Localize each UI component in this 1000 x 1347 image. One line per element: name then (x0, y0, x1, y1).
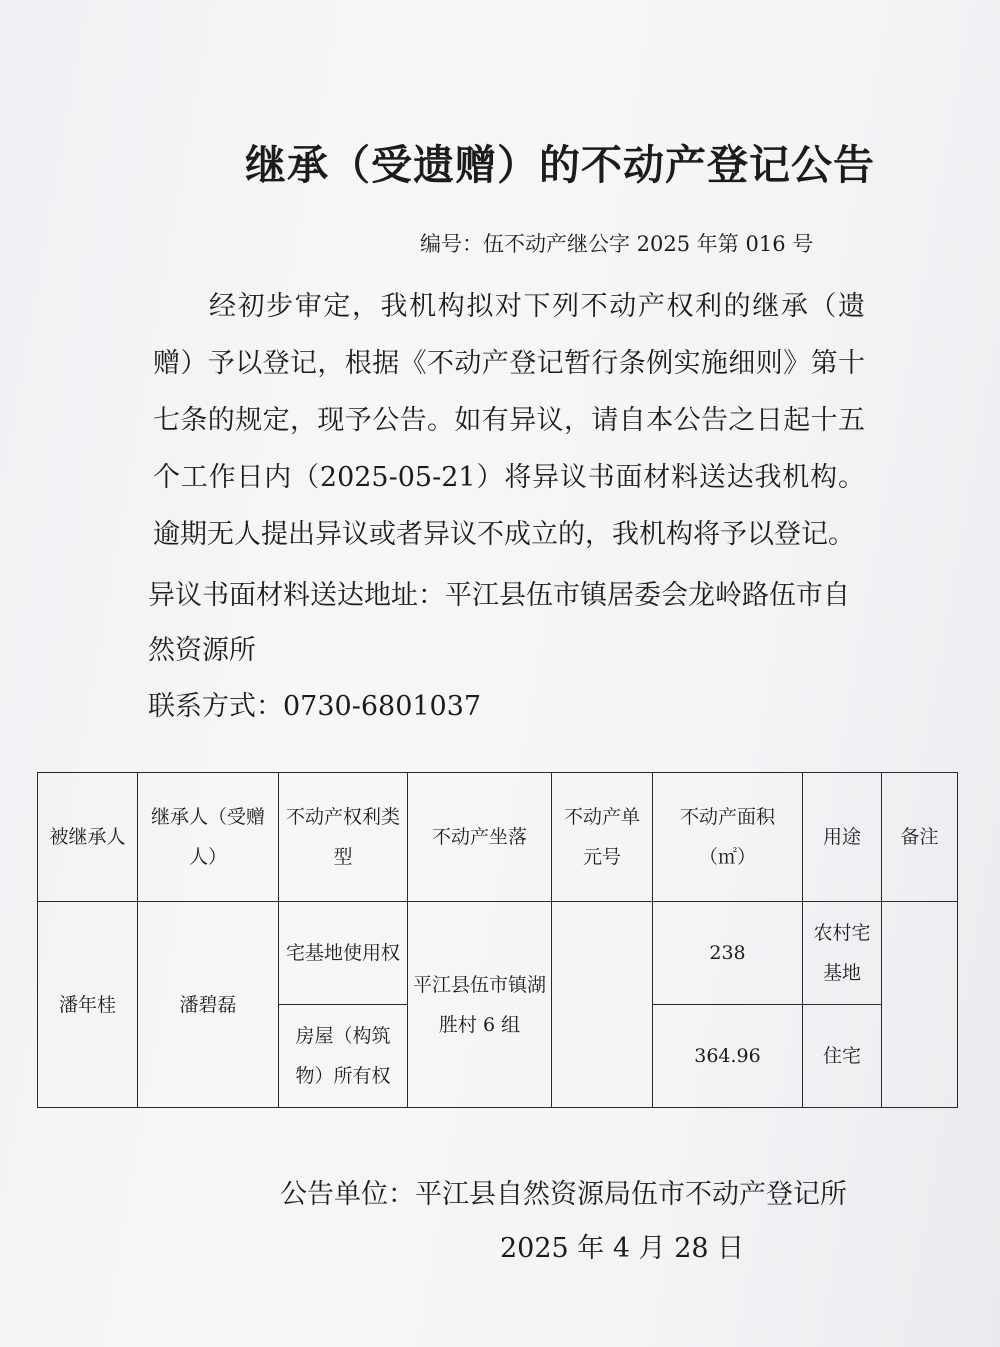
area-cell: 364.96 (653, 1005, 803, 1108)
notice-body: 经初步审定，我机构拟对下列不动产权利的继承（遗赠）予以登记，根据《不动产登记暂行条例实施细则》第十七条的规定，现予公告。如有异议，请自本公告之日起十五个工作日内（2025-05-21）将异议书面材料送达我机构。逾期无人提出异议或者异议不成立的，我机构将予以登记。 (153, 291, 865, 550)
document-number: 编号：伍不动产继公字 2025 年第 016 号 (420, 232, 814, 256)
use-cell: 住宅 (803, 1005, 882, 1108)
contact-info: 联系方式：0730-6801037 (148, 691, 482, 722)
header-unit-no: 不动产单元号 (552, 773, 653, 902)
table-row (38, 902, 958, 1005)
header-right-type: 不动产权利类型 (279, 773, 408, 902)
remark-cell (882, 902, 958, 1108)
page-title: 继承（受遗赠）的不动产登记公告 (245, 141, 875, 189)
issue-date: 2025 年 4 月 28 日 (500, 1233, 745, 1264)
header-remark: 备注 (882, 773, 958, 902)
header-use: 用途 (803, 773, 882, 902)
use-cell: 农村宅基地 (803, 902, 882, 1005)
location-cell: 平江县伍市镇湖胜村 6 组 (408, 902, 552, 1108)
table-header-row (38, 773, 958, 902)
area-cell: 238 (653, 902, 803, 1005)
right-type-cell: 宅基地使用权 (279, 902, 408, 1005)
header-decedent: 被继承人 (38, 773, 138, 902)
right-type-cell: 房屋（构筑物）所有权 (279, 1005, 408, 1108)
issuer: 公告单位：平江县自然资源局伍市不动产登记所 (280, 1179, 847, 1210)
registration-table (37, 772, 958, 1108)
objection-address: 异议书面材料送达地址：平江县伍市镇居委会龙岭路伍市自然资源所 (148, 580, 850, 666)
header-heir: 继承人（受赠人） (138, 773, 279, 902)
decedent-cell: 潘年桂 (38, 902, 138, 1108)
header-location: 不动产坐落 (408, 773, 552, 902)
header-area: 不动产面积（㎡） (653, 773, 803, 902)
heir-cell: 潘碧磊 (138, 902, 279, 1108)
unit-no-cell (552, 902, 653, 1108)
